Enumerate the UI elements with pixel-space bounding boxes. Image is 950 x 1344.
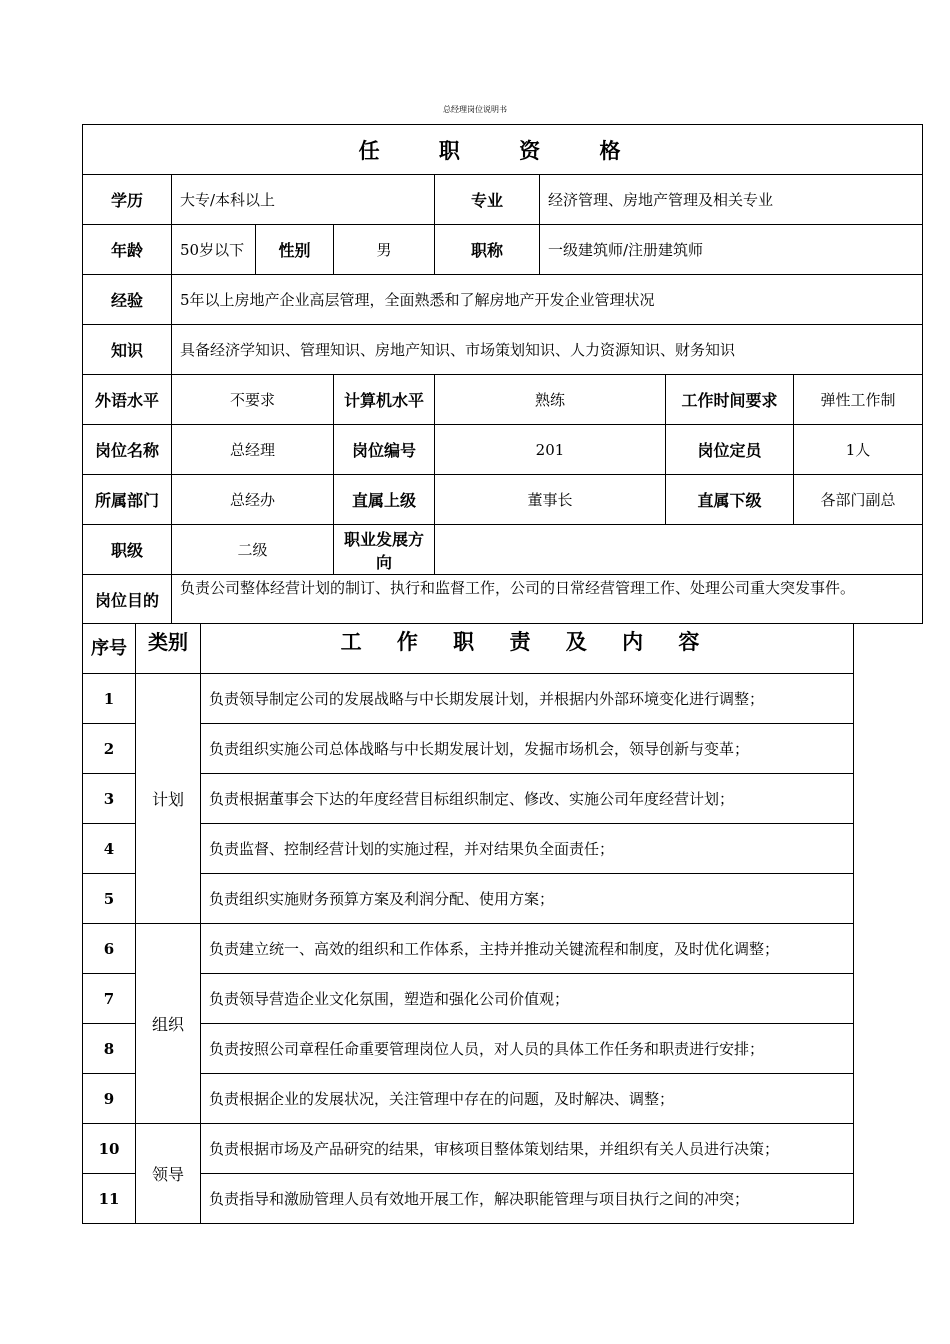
- major-label: 专业: [435, 175, 540, 225]
- grade-label: 职级: [83, 525, 172, 575]
- experience-label: 经验: [83, 275, 172, 325]
- row-number: 1: [83, 674, 136, 724]
- professional-title-label: 职称: [435, 225, 540, 275]
- duty-text: 负责领导营造企业文化氛围，塑造和强化公司价值观；: [201, 974, 854, 1024]
- department-value: 总经办: [172, 475, 334, 525]
- duty-text: 负责组织实施公司总体战略与中长期发展计划，发掘市场机会，领导创新与变革；: [201, 724, 854, 774]
- gender-label: 性别: [256, 225, 334, 275]
- duty-text: 负责根据董事会下达的年度经营目标组织制定、修改、实施公司年度经营计划；: [201, 774, 854, 824]
- duty-text: 负责指导和激励管理人员有效地开展工作，解决职能管理与项目执行之间的冲突；: [201, 1174, 854, 1224]
- department-label: 所属部门: [83, 475, 172, 525]
- qualifications-table: [82, 124, 923, 624]
- duty-text: 负责领导制定公司的发展战略与中长期发展计划，并根据内外部环境变化进行调整；: [201, 674, 854, 724]
- subordinate-label: 直属下级: [666, 475, 794, 525]
- row-number: 10: [83, 1124, 136, 1174]
- position-code-label: 岗位编号: [334, 425, 435, 475]
- row-number: 8: [83, 1024, 136, 1074]
- duty-text: 负责组织实施财务预算方案及利润分配、使用方案；: [201, 874, 854, 924]
- career-value: [435, 525, 923, 575]
- duty-text: 负责根据企业的发展状况，关注管理中存在的问题，及时解决、调整；: [201, 1074, 854, 1124]
- knowledge-label: 知识: [83, 325, 172, 375]
- purpose-label: 岗位目的: [83, 575, 172, 624]
- document-header: 总经理岗位说明书: [443, 105, 507, 114]
- education-value: 大专/本科以上: [172, 175, 435, 225]
- purpose-value: 负责公司整体经营计划的制订、执行和监督工作，公司的日常经营管理工作、处理公司重大突发事件。: [172, 575, 923, 624]
- computer-value: 熟练: [435, 375, 666, 425]
- position-code-value: 201: [435, 425, 666, 475]
- row-number: 7: [83, 974, 136, 1024]
- row-number: 4: [83, 824, 136, 874]
- education-label: 学历: [83, 175, 172, 225]
- column-header-number: 序号: [83, 624, 136, 674]
- row-number: 11: [83, 1174, 136, 1224]
- superior-label: 直属上级: [334, 475, 435, 525]
- headcount-label: 岗位定员: [666, 425, 794, 475]
- qualifications-title: 任 职 资 格: [83, 125, 923, 175]
- row-number: 6: [83, 924, 136, 974]
- language-value: 不要求: [172, 375, 334, 425]
- column-header-content: 工 作 职 责 及 内 容: [201, 624, 854, 674]
- category-organize: 组织: [136, 924, 201, 1124]
- computer-label: 计算机水平: [334, 375, 435, 425]
- position-name-value: 总经理: [172, 425, 334, 475]
- duty-text: 负责按照公司章程任命重要管理岗位人员，对人员的具体工作任务和职责进行安排；: [201, 1024, 854, 1074]
- duty-text: 负责监督、控制经营计划的实施过程，并对结果负全面责任；: [201, 824, 854, 874]
- career-label: 职业发展方向: [334, 525, 435, 575]
- headcount-value: 1人: [794, 425, 923, 475]
- row-number: 2: [83, 724, 136, 774]
- duties-table: [82, 623, 854, 1224]
- professional-title-value: 一级建筑师/注册建筑师: [540, 225, 923, 275]
- column-header-category: 类别: [136, 624, 201, 674]
- position-name-label: 岗位名称: [83, 425, 172, 475]
- worktime-value: 弹性工作制: [794, 375, 923, 425]
- duty-text: 负责建立统一、高效的组织和工作体系，主持并推动关键流程和制度，及时优化调整；: [201, 924, 854, 974]
- duty-text: 负责根据市场及产品研究的结果，审核项目整体策划结果，并组织有关人员进行决策；: [201, 1124, 854, 1174]
- worktime-label: 工作时间要求: [666, 375, 794, 425]
- row-number: 9: [83, 1074, 136, 1124]
- experience-value: 5年以上房地产企业高层管理，全面熟悉和了解房地产开发企业管理状况: [172, 275, 923, 325]
- row-number: 5: [83, 874, 136, 924]
- age-label: 年龄: [83, 225, 172, 275]
- row-number: 3: [83, 774, 136, 824]
- subordinate-value: 各部门副总: [794, 475, 923, 525]
- gender-value: 男: [334, 225, 435, 275]
- knowledge-value: 具备经济学知识、管理知识、房地产知识、市场策划知识、人力资源知识、财务知识: [172, 325, 923, 375]
- grade-value: 二级: [172, 525, 334, 575]
- superior-value: 董事长: [435, 475, 666, 525]
- major-value: 经济管理、房地产管理及相关专业: [540, 175, 923, 225]
- category-plan: 计划: [136, 674, 201, 924]
- language-label: 外语水平: [83, 375, 172, 425]
- age-value: 50岁以下: [172, 225, 256, 275]
- category-lead: 领导: [136, 1124, 201, 1224]
